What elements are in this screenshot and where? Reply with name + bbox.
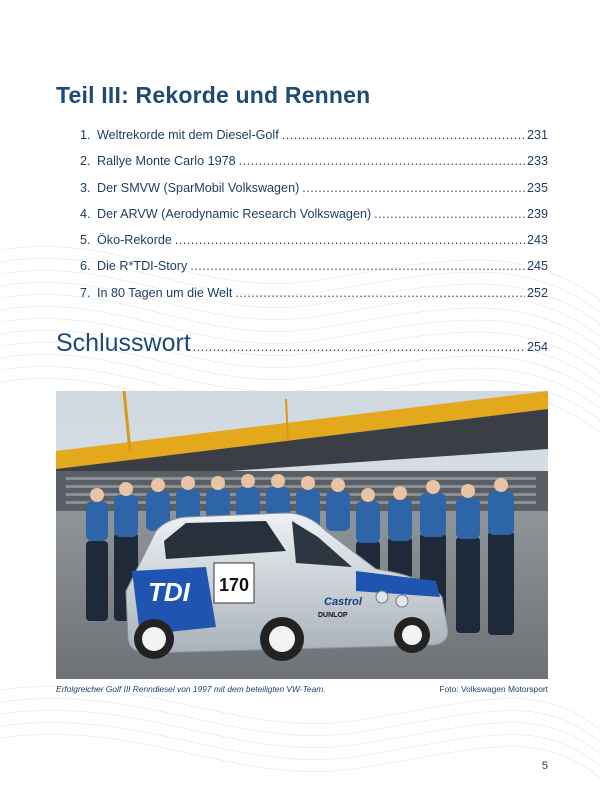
toc-page-number: 231 xyxy=(526,128,548,142)
car-tdi-lettering: TDI xyxy=(148,577,190,607)
toc-leader-dots xyxy=(190,259,525,273)
toc-page-number: 235 xyxy=(526,180,548,195)
toc-leader-dots xyxy=(239,154,525,168)
closing-title: Schlusswort xyxy=(56,329,191,357)
table-of-contents xyxy=(80,128,548,312)
photo-caption: Erfolgreicher Golf III Renndiesel von 1997 mit dem beteiligten VW-Team. xyxy=(56,684,326,694)
toc-page-number: 243 xyxy=(526,233,548,248)
toc-entry-schlusswort[interactable] xyxy=(56,329,548,358)
toc-title: Rallye Monte Carlo 1978 xyxy=(97,154,236,169)
toc-page-number: 254 xyxy=(526,340,548,354)
toc-page-number: 245 xyxy=(526,259,548,274)
car-dunlop-logo: DUNLOP xyxy=(318,612,348,619)
race-team-photo xyxy=(56,391,548,679)
toc-number: 7. xyxy=(80,285,91,300)
toc-title: In 80 Tagen um die Welt xyxy=(97,285,233,300)
toc-leader-dots xyxy=(193,340,525,354)
toc-title: Weltrekorde mit dem Diesel-Golf xyxy=(97,128,279,142)
toc-leader-dots xyxy=(282,128,525,142)
toc-title: Der SMVW (SparMobil Volkswagen) xyxy=(97,180,300,195)
toc-page-number: 233 xyxy=(526,154,548,169)
toc-entry[interactable] xyxy=(80,181,548,207)
car-number: 170 xyxy=(218,575,250,595)
toc-entry[interactable] xyxy=(80,154,548,180)
toc-page-number: 252 xyxy=(526,285,548,300)
toc-number: 4. xyxy=(80,206,91,221)
toc-entry[interactable] xyxy=(80,233,548,259)
toc-leader-dots xyxy=(374,207,525,221)
toc-title: Der ARVW (Aerodynamic Research Volkswagen) xyxy=(97,206,372,221)
toc-page-number: 239 xyxy=(526,206,548,221)
toc-leader-dots xyxy=(302,181,525,195)
toc-number: 2. xyxy=(80,154,91,169)
toc-entry[interactable] xyxy=(80,259,548,285)
toc-title: Die R*TDI-Story xyxy=(97,259,188,274)
toc-number: 1. xyxy=(80,128,91,142)
section-title: Teil III: Rekorde und Rennen xyxy=(56,82,371,108)
toc-leader-dots xyxy=(235,286,525,300)
toc-entry[interactable] xyxy=(80,128,548,154)
toc-number: 3. xyxy=(80,180,91,195)
toc-entry[interactable] xyxy=(80,286,548,312)
toc-number: 5. xyxy=(80,233,91,248)
page-number: 5 xyxy=(541,760,548,772)
toc-number: 6. xyxy=(80,259,91,274)
photo-credit: Foto: Volkswagen Motorsport xyxy=(439,684,548,694)
car-castrol-logo: Castrol xyxy=(324,596,362,608)
toc-title: Öko-Rekorde xyxy=(97,233,172,248)
toc-entry[interactable] xyxy=(80,207,548,233)
toc-leader-dots xyxy=(175,233,525,247)
